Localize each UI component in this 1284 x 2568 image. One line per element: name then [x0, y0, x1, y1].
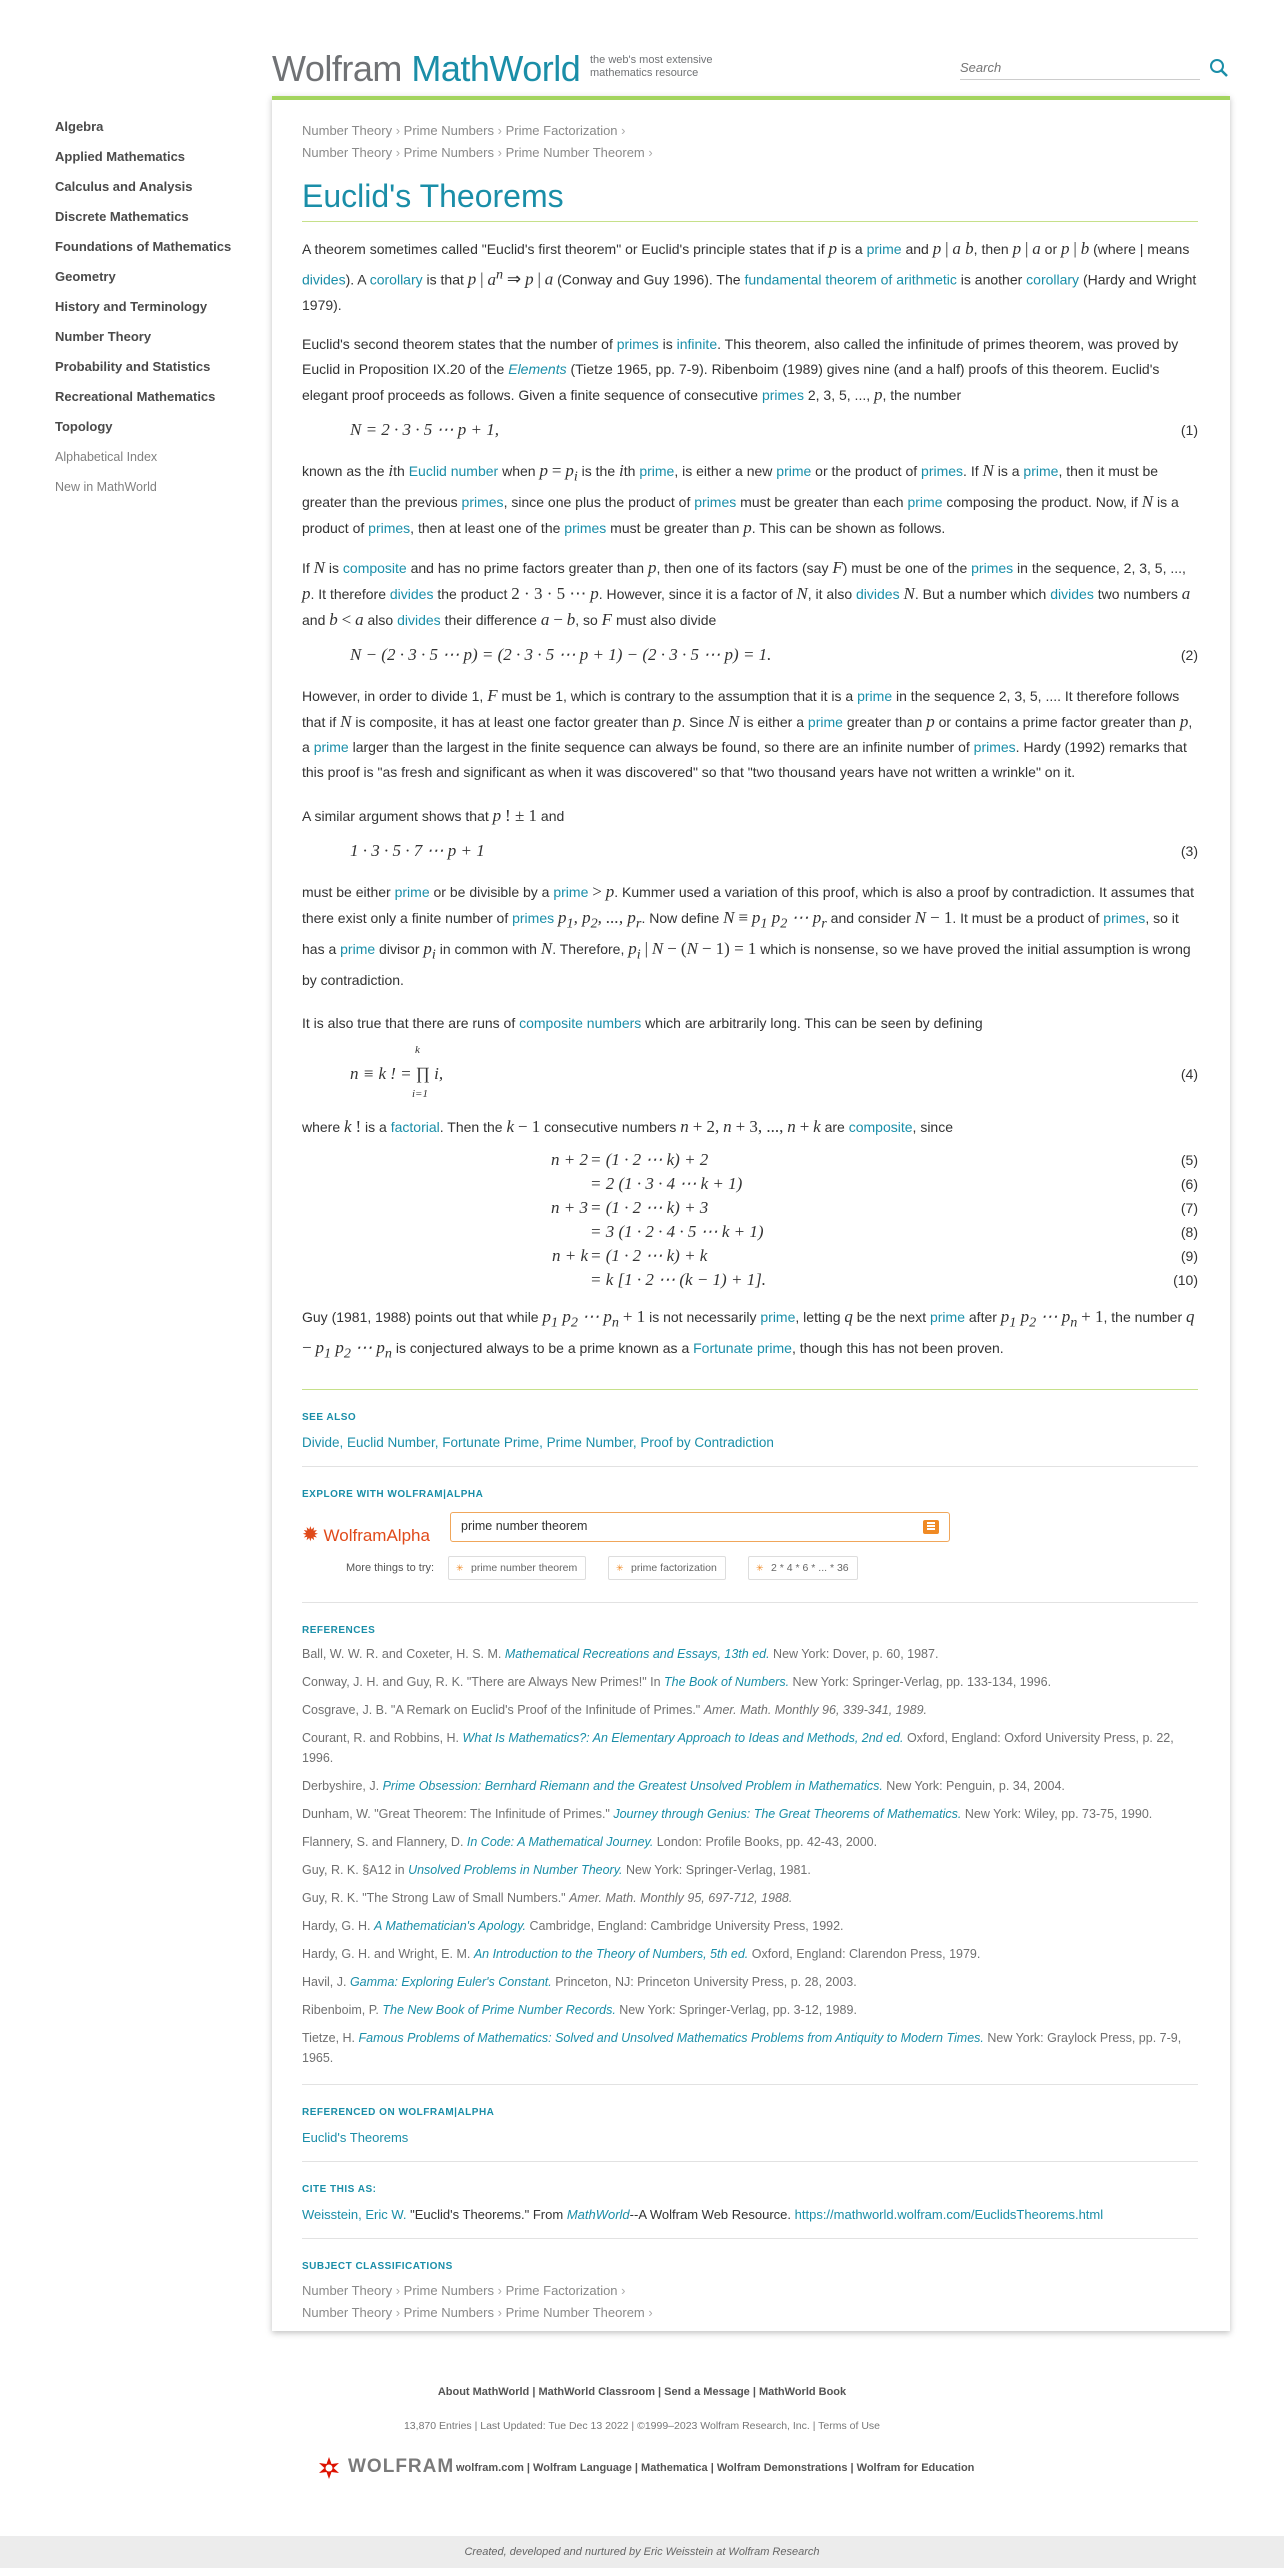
paragraph-8: It is also true that there are runs of composite numbers which are arbitrarily long. This can be seen by defining [302, 1014, 983, 1031]
breadcrumb: Number Theory › Prime Numbers › Prime Factorization › [302, 123, 626, 138]
section-divider [302, 2084, 1198, 2085]
equation-row [302, 1172, 1198, 1196]
link-prime[interactable]: prime [1023, 462, 1059, 479]
reference-item: Conway, J. H. and Guy, R. K. "There are Always New Primes!" In The Book of Numbers. New York: Springer-Verlag, pp. 133-134, 1996. [302, 1674, 1052, 1689]
see-also-link[interactable]: Divide, Euclid Number, Fortunate Prime, Prime Number, Proof by Contradiction [302, 1434, 774, 1450]
wolfram-spikey-icon[interactable] [317, 2456, 341, 2480]
reference-link[interactable]: A Mathematician's Apology. [374, 1918, 527, 1933]
see-also-links [302, 1435, 1198, 1450]
sidebar-item-recreational-mathematics[interactable]: Recreational Mathematics [55, 389, 216, 404]
equation-rhs: = 3 (1 · 2 · 4 · 5 ⋯ k + 1) [590, 1221, 764, 1241]
equation-rhs: = (1 · 2 ⋯ k) + k [590, 1245, 708, 1265]
cite-title: "Euclid's Theorems." From [406, 2206, 567, 2222]
link-factorial[interactable]: factorial [390, 1118, 440, 1135]
reference-item: Guy, R. K. §A12 in Unsolved Problems in Number Theory. New York: Springer-Verlag, 1981. [302, 1862, 811, 1877]
wolfram-alpha-logo[interactable] [302, 1522, 430, 1547]
link-prime[interactable]: prime [760, 1308, 796, 1325]
reference-item: Hardy, G. H. and Wright, E. M. An Introduction to the Theory of Numbers, 5th ed. Oxford, England: Clarendon Press, 1979. [302, 1946, 981, 1961]
equation-number: (7) [1180, 1199, 1198, 1216]
subject-classifications [302, 2280, 1198, 2324]
reference-item: Cosgrave, J. B. "A Remark on Euclid's Proof of the Infinitude of Primes." Amer. Math. Monthly 96, 339-341, 1989. [302, 1702, 927, 1717]
cite-url-link[interactable]: https://mathworld.wolfram.com/EuclidsTheorems.html [794, 2206, 1104, 2222]
breadcrumb-item[interactable]: Prime Number Theorem [505, 145, 645, 160]
wolfram-alpha-logo-text: WolframAlpha [323, 1525, 430, 1545]
equation-row [302, 1268, 1198, 1292]
equation-rhs: = (1 · 2 ⋯ k) + 2 [590, 1149, 709, 1169]
equation-row [302, 1244, 1198, 1268]
breadcrumb: Number Theory › Prime Numbers › Prime Number Theorem › [302, 2304, 653, 2320]
reference-item: Derbyshire, J. Prime Obsession: Bernhard Riemann and the Greatest Unsolved Problem in Mathematics. New York: Penguin, p. 34, 2004. [302, 1778, 1065, 1793]
link-prime[interactable]: prime [639, 462, 675, 479]
referenced-on-link[interactable]: Euclid's Theorems [302, 2129, 409, 2145]
breadcrumb-item[interactable]: Number Theory [302, 2282, 393, 2298]
link-prime[interactable]: prime [866, 241, 902, 257]
equation-1 [302, 414, 1198, 450]
section-divider [302, 1466, 1198, 1467]
equation-lhs: n + k [551, 1245, 588, 1265]
paragraph-3: known as the ith Euclid number when $p = p_i$ is the ith prime, is either a new prime or the product of primes. If N is a prime, then it must be greater than the previous primes, since one plus the product of primes must be greater than each prime composing the product. Now, if N is a product of primes, then at least one of the primes must be greater than p. This can be shown as follows. [302, 460, 1179, 538]
link-prime[interactable]: prime [553, 884, 589, 901]
subject-classifications-heading: SUBJECT CLASSIFICATIONS [302, 2260, 453, 2272]
paragraph-5: However, in order to divide 1, F must be 1, which is contrary to the assumption that it is a prime in the sequence 2, 3, 5, .... It therefore follows that if N is composite, it has at least one factor greater than p. Since N is either a prime greater than p or contains a prime factor greater than p, a prime larger than the largest in the finite sequence can always be found, so there are an infinite number of primes. Hardy (1992) remarks that this proof is "as fresh and significant as when it was discovered" so that "two thousand years have not written a wrinkle" on it. [302, 686, 1193, 781]
reference-link[interactable]: The Book of Numbers. [664, 1674, 790, 1689]
sidebar-item-applied-mathematics[interactable]: Applied Mathematics [55, 149, 186, 164]
link-prime[interactable]: prime [857, 688, 893, 705]
section-divider [302, 2161, 1198, 2162]
reference-item: Flannery, S. and Flannery, D. In Code: A Mathematical Journey. London: Profile Books, pp. 42-43, 2000. [302, 1834, 878, 1849]
link-primes[interactable]: primes [564, 520, 607, 537]
paragraph-10: Guy (1981, 1988) points out that while $p_1$ $p_2$ ⋯ $p_n + 1$ is not necessarily prime, letting q be the next prime after $p_1$ $p_2$ ⋯ $p_n + 1$, the number $q - p_1$ $p_2$ ⋯ $p_n$ is conjectured always to be a prime known as a Fortunate prime, though this has not been proven. [302, 1306, 1195, 1362]
breadcrumb-item[interactable]: Prime Numbers [403, 123, 494, 138]
article-panel [272, 96, 1230, 2331]
link-prime[interactable]: prime [907, 494, 943, 511]
breadcrumb-item[interactable]: Prime Factorization [505, 2282, 618, 2298]
link-fortunate-prime[interactable]: Fortunate prime [693, 1340, 792, 1357]
cite-author-link[interactable]: Weisstein, Eric W. [302, 2206, 407, 2222]
logo-tagline: the web's most extensive mathematics resource [590, 54, 713, 79]
paragraph-2: Euclid's second theorem states that the number of primes is infinite. This theorem, also called the infinitude of primes theorem, was proved by Euclid in Proposition IX.20 of the Elements (Tietze 1965, pp. 7-9). Ribenboim (1989) gives nine (and a half) proofs of this theorem. Euclid's elegant proof proceeds as follows. Given a finite sequence of consecutive primes 2, 3, 5, ..., p, the number [302, 335, 1179, 404]
equation-number: (8) [1180, 1223, 1198, 1240]
breadcrumb: Number Theory › Prime Numbers › Prime Number Theorem › [302, 145, 653, 160]
link-primes[interactable]: primes [512, 910, 555, 927]
reference-link[interactable]: What Is Mathematics?: An Elementary Approach to Ideas and Methods, 2nd ed. [462, 1730, 904, 1745]
sidebar-item-calculus-and-analysis[interactable]: Calculus and Analysis [55, 179, 193, 194]
reference-item: Havil, J. Gamma: Exploring Euler's Constant. Princeton, NJ: Princeton University Press, p. 28, 2003. [302, 1974, 857, 1989]
link-euclid-number[interactable]: Euclid number [408, 462, 499, 479]
equation-rhs: = k [1 · 2 ⋯ (k − 1) + 1]. [590, 1269, 767, 1289]
reference-item: Courant, R. and Robbins, H. What Is Mathematics?: An Elementary Approach to Ideas and Methods, 2nd ed. Oxford, England: Oxford University Press, p. 22, 1996. [302, 1730, 1174, 1765]
equation-number: (2) [1180, 647, 1198, 664]
section-divider [302, 2238, 1198, 2239]
footer-info: 13,870 Entries | Last Updated: Tue Dec 13 2022 | ©1999–2023 Wolfram Research, Inc. | Terms of Use [403, 2420, 881, 2432]
breadcrumb-item[interactable]: Number Theory [302, 145, 393, 160]
link-elements[interactable]: Elements [508, 360, 567, 377]
equation-4 [302, 1042, 1198, 1106]
equation-number: (5) [1180, 1151, 1198, 1168]
sidebar-nav [55, 118, 265, 508]
equation-number: (9) [1180, 1247, 1198, 1264]
link-divides[interactable]: divides [397, 612, 441, 629]
reference-link[interactable]: An Introduction to the Theory of Numbers, 5th ed. [473, 1946, 749, 1961]
cite-rest: --A Wolfram Web Resource. [629, 2206, 795, 2222]
equation-body: N = 2 · 3 · 5 ⋯ p + 1, [350, 419, 500, 439]
reference-link[interactable]: In Code: A Mathematical Journey. [466, 1834, 654, 1849]
breadcrumb-item[interactable]: Prime Numbers [403, 145, 494, 160]
footer-links[interactable]: About MathWorld | MathWorld Classroom | Send a Message | MathWorld Book [437, 2386, 847, 2398]
link-infinite[interactable]: infinite [676, 335, 718, 352]
link-prime[interactable]: prime [313, 739, 349, 756]
equation-body: N − (2 · 3 · 5 ⋯ p) = (2 · 3 · 5 ⋯ p + 1) − (2 · 3 · 5 ⋯ p) = 1. [350, 645, 772, 665]
link-corollary[interactable]: corollary [369, 271, 423, 288]
link-composite[interactable]: composite [848, 1118, 913, 1135]
mathworld-logo[interactable] [272, 48, 580, 90]
link-prime[interactable]: prime [340, 941, 376, 958]
breadcrumb-item[interactable]: Number Theory [302, 123, 393, 138]
reference-link[interactable]: Mathematical Recreations and Essays, 13th ed. [504, 1646, 770, 1661]
link-composite[interactable]: composite [342, 560, 407, 577]
reference-item: Ball, W. W. R. and Coxeter, H. S. M. Mathematical Recreations and Essays, 13th ed. New York: Dover, p. 60, 1987. [302, 1646, 939, 1661]
logo-mathworld-text: MathWorld [411, 48, 581, 89]
footer-brand-links[interactable]: wolfram.com | Wolfram Language | Mathematica | Wolfram Demonstrations | Wolfram for Education [456, 2462, 975, 2474]
reference-link[interactable]: Journey through Genius: The Great Theorems of Mathematics. [613, 1806, 962, 1821]
link-primes[interactable]: primes [921, 462, 964, 479]
link-divides[interactable]: divides [856, 586, 900, 603]
link-prime[interactable]: prime [776, 462, 812, 479]
referenced-on-heading: REFERENCED ON WOLFRAM|ALPHA [302, 2106, 495, 2118]
link-primes[interactable]: primes [971, 560, 1014, 577]
equation-rhs: = (1 · 2 ⋯ k) + 3 [590, 1197, 709, 1217]
site-header [272, 48, 1230, 96]
link-primes[interactable]: primes [368, 520, 411, 537]
citation [302, 2207, 1198, 2222]
product-upper-limit: k [415, 1043, 420, 1056]
sidebar-item-discrete-mathematics[interactable]: Discrete Mathematics [55, 209, 189, 224]
breadcrumb: Number Theory › Prime Numbers › Prime Factorization › [302, 2282, 626, 2298]
sidebar-item-alphabetical-index[interactable]: Alphabetical Index [55, 450, 158, 464]
equation-body: n ≡ k ! = ∏ i, [350, 1063, 444, 1083]
footer-brand [320, 2456, 1020, 2484]
link-fundamental-theorem[interactable]: fundamental theorem of arithmetic [744, 271, 957, 288]
link-prime[interactable]: prime [807, 714, 843, 731]
search-icon[interactable] [1209, 58, 1229, 78]
wolfram-alpha-input[interactable] [461, 1519, 891, 1533]
link-primes[interactable]: primes [973, 739, 1016, 756]
sidebar-item-new-in-mathworld[interactable]: New in MathWorld [55, 480, 157, 494]
section-divider [302, 1389, 1198, 1390]
wolfram-alpha-input-box [450, 1512, 950, 1542]
breadcrumb-item[interactable]: Prime Numbers [403, 2304, 494, 2320]
reference-link[interactable]: Prime Obsession: Bernhard Riemann and the Greatest Unsolved Problem in Mathematics. [382, 1778, 883, 1793]
credit-bar: Created, developed and nurtured by Eric Weisstein at Wolfram Research [0, 2536, 1284, 2568]
breadcrumb-item[interactable]: Prime Numbers [403, 2282, 494, 2298]
references-heading: REFERENCES [302, 1624, 376, 1636]
sidebar-item-history-and-terminology[interactable]: History and Terminology [55, 299, 208, 314]
equation-lhs: n + 3 [551, 1197, 588, 1217]
article-content [302, 120, 1198, 2324]
equation-rhs: = 2 (1 · 3 · 4 ⋯ k + 1) [590, 1173, 743, 1193]
paragraph-6: A similar argument shows that p ! ± 1 and [302, 806, 565, 826]
equation-3 [302, 835, 1198, 871]
search-input[interactable] [960, 56, 1200, 78]
paragraph-4: If N is composite and has no prime factors greater than p, then one of its factors (say F) must be one of the primes in the sequence, 2, 3, 5, ..., p. It therefore divides the product 2 · 3 · 5 ⋯ p. However, since it is a factor of N, it also divides N. But a number which divides two numbers a and b < a also divides their difference a − b, so F must also divide [302, 558, 1191, 630]
explore-heading: EXPLORE WITH WOLFRAM|ALPHA [302, 1488, 484, 1500]
link-divides[interactable]: divides [1050, 586, 1094, 603]
breadcrumb-item[interactable]: Number Theory [302, 2304, 393, 2320]
equation-2 [302, 639, 1198, 675]
link-primes[interactable]: primes [1103, 910, 1146, 927]
sidebar-item-foundations-of-mathematics[interactable]: Foundations of Mathematics [55, 239, 232, 254]
search-box [960, 56, 1200, 80]
wolfram-alpha-widget [302, 1512, 1198, 1594]
link-divides[interactable]: divides [302, 271, 346, 288]
logo-wolfram-text: Wolfram [272, 48, 402, 89]
link-prime[interactable]: prime [929, 1308, 965, 1325]
equation-number: (1) [1180, 421, 1198, 438]
equation-number: (4) [1180, 1065, 1198, 1082]
equation-row [302, 1220, 1198, 1244]
paragraph-7: must be either prime or be divisible by a prime > p. Kummer used a variation of this proof, which is also a proof by contradiction. It assumes that there exist only a finite number of primes $p_1$, $p_2$, ..., $p_r$. Now define $N \equiv p_1$ $p_2$ ⋯ $p_r$ and consider N − 1. It must be a product of primes, so it has a prime divisor $p_i$ in common with N. Therefore, $p_i$ | N − (N − 1) = 1 which is nonsense, so we have proved the initial assumption is wrong by contradiction. [302, 882, 1194, 988]
link-primes[interactable]: primes [694, 494, 737, 511]
section-divider [302, 1602, 1198, 1603]
breadcrumb-item[interactable]: Prime Factorization [505, 123, 618, 138]
equation-number: (6) [1180, 1175, 1198, 1192]
referenced-on-link-row [302, 2130, 1198, 2145]
wolfram-alpha-go-icon[interactable] [923, 1520, 939, 1534]
breadcrumb-item[interactable]: Prime Number Theorem [505, 2304, 645, 2320]
sidebar-item-probability-and-statistics[interactable]: Probability and Statistics [55, 359, 211, 374]
footer-wolfram-logo[interactable]: WOLFRAM [348, 2456, 455, 2477]
paragraph-1: A theorem sometimes called "Euclid's first theorem" or Euclid's principle states that if p is a prime and p | a b, then p | a or p | b (where | means divides). A corollary is that p | $a^n$ ⇒ p | a (Conway and Guy 1996). The fundamental theorem of arithmetic is another corollary (Hardy and Wright 1979). [302, 239, 1197, 313]
sidebar-item-number-theory[interactable]: Number Theory [55, 329, 152, 344]
wolfram-alpha-star-icon: ✹ [302, 1523, 319, 1546]
link-primes[interactable]: primes [761, 386, 804, 403]
equation-number: (10) [1173, 1271, 1198, 1288]
equation-number: (3) [1180, 843, 1198, 860]
reference-item: Ribenboim, P. The New Book of Prime Number Records. New York: Springer-Verlag, pp. 3-12, 1989. [302, 2002, 857, 2017]
suggestion-chip[interactable]: ✳ prime number theorem [448, 1556, 586, 1580]
paragraph-9: where k ! is a factorial. Then the k − 1 consecutive numbers n + 2, n + 3, ..., n + k are composite, since [302, 1116, 954, 1136]
more-things-label: More things to try: [346, 1561, 435, 1574]
reference-link[interactable]: Famous Problems of Mathematics: Solved and Unsolved Mathematics Problems from Antiquity to Modern Times. [358, 2030, 984, 2045]
reference-item: Tietze, H. Famous Problems of Mathematics: Solved and Unsolved Mathematics Problems from Antiquity to Modern Times. New York: Graylock Press, pp. 7-9, 1965. [302, 2030, 1182, 2065]
suggestion-chip[interactable]: ✳ 2 * 4 * 6 * ... * 36 [748, 1556, 858, 1580]
suggestion-chip[interactable]: ✳ prime factorization [608, 1556, 726, 1580]
link-corollary[interactable]: corollary [1026, 271, 1080, 288]
cite-heading: CITE THIS AS: [302, 2183, 377, 2195]
page-title: Euclid's Theorems [302, 178, 1198, 222]
sidebar-item-algebra[interactable]: Algebra [55, 119, 104, 134]
see-also-heading: SEE ALSO [302, 1411, 357, 1423]
reference-link[interactable]: The New Book of Prime Number Records. [382, 2002, 616, 2017]
reference-item: Dunham, W. "Great Theorem: The Infinitude of Primes." Journey through Genius: The Great Theorems of Mathematics. New York: Wiley, pp. 73-75, 1990. [302, 1806, 1153, 1821]
equation-block-5-10 [302, 1148, 1198, 1292]
equation-row [302, 1148, 1198, 1172]
equation-row [302, 1196, 1198, 1220]
reference-link[interactable]: Gamma: Exploring Euler's Constant. [349, 1974, 552, 1989]
references-list [302, 1644, 1198, 2068]
cite-mathworld[interactable]: MathWorld [566, 2206, 630, 2222]
sidebar-item-geometry[interactable]: Geometry [55, 269, 116, 284]
sidebar-item-topology[interactable]: Topology [55, 419, 113, 434]
reference-item: Hardy, G. H. A Mathematician's Apology. Cambridge, England: Cambridge University Press, 1992. [302, 1918, 844, 1933]
link-prime[interactable]: prime [394, 884, 430, 901]
site-footer [0, 2386, 1284, 2477]
reference-link[interactable]: Unsolved Problems in Number Theory. [408, 1862, 623, 1877]
link-primes[interactable]: primes [616, 335, 659, 352]
equation-body: 1 · 3 · 5 · 7 ⋯ p + 1 [350, 841, 485, 861]
link-primes[interactable]: primes [461, 494, 504, 511]
product-lower-limit: i=1 [412, 1087, 428, 1100]
link-composite-numbers[interactable]: composite numbers [519, 1014, 642, 1031]
equation-lhs: n + 2 [551, 1149, 588, 1169]
reference-item: Guy, R. K. "The Strong Law of Small Numbers." Amer. Math. Monthly 95, 697-712, 1988. [302, 1890, 793, 1905]
link-divides[interactable]: divides [389, 586, 434, 603]
